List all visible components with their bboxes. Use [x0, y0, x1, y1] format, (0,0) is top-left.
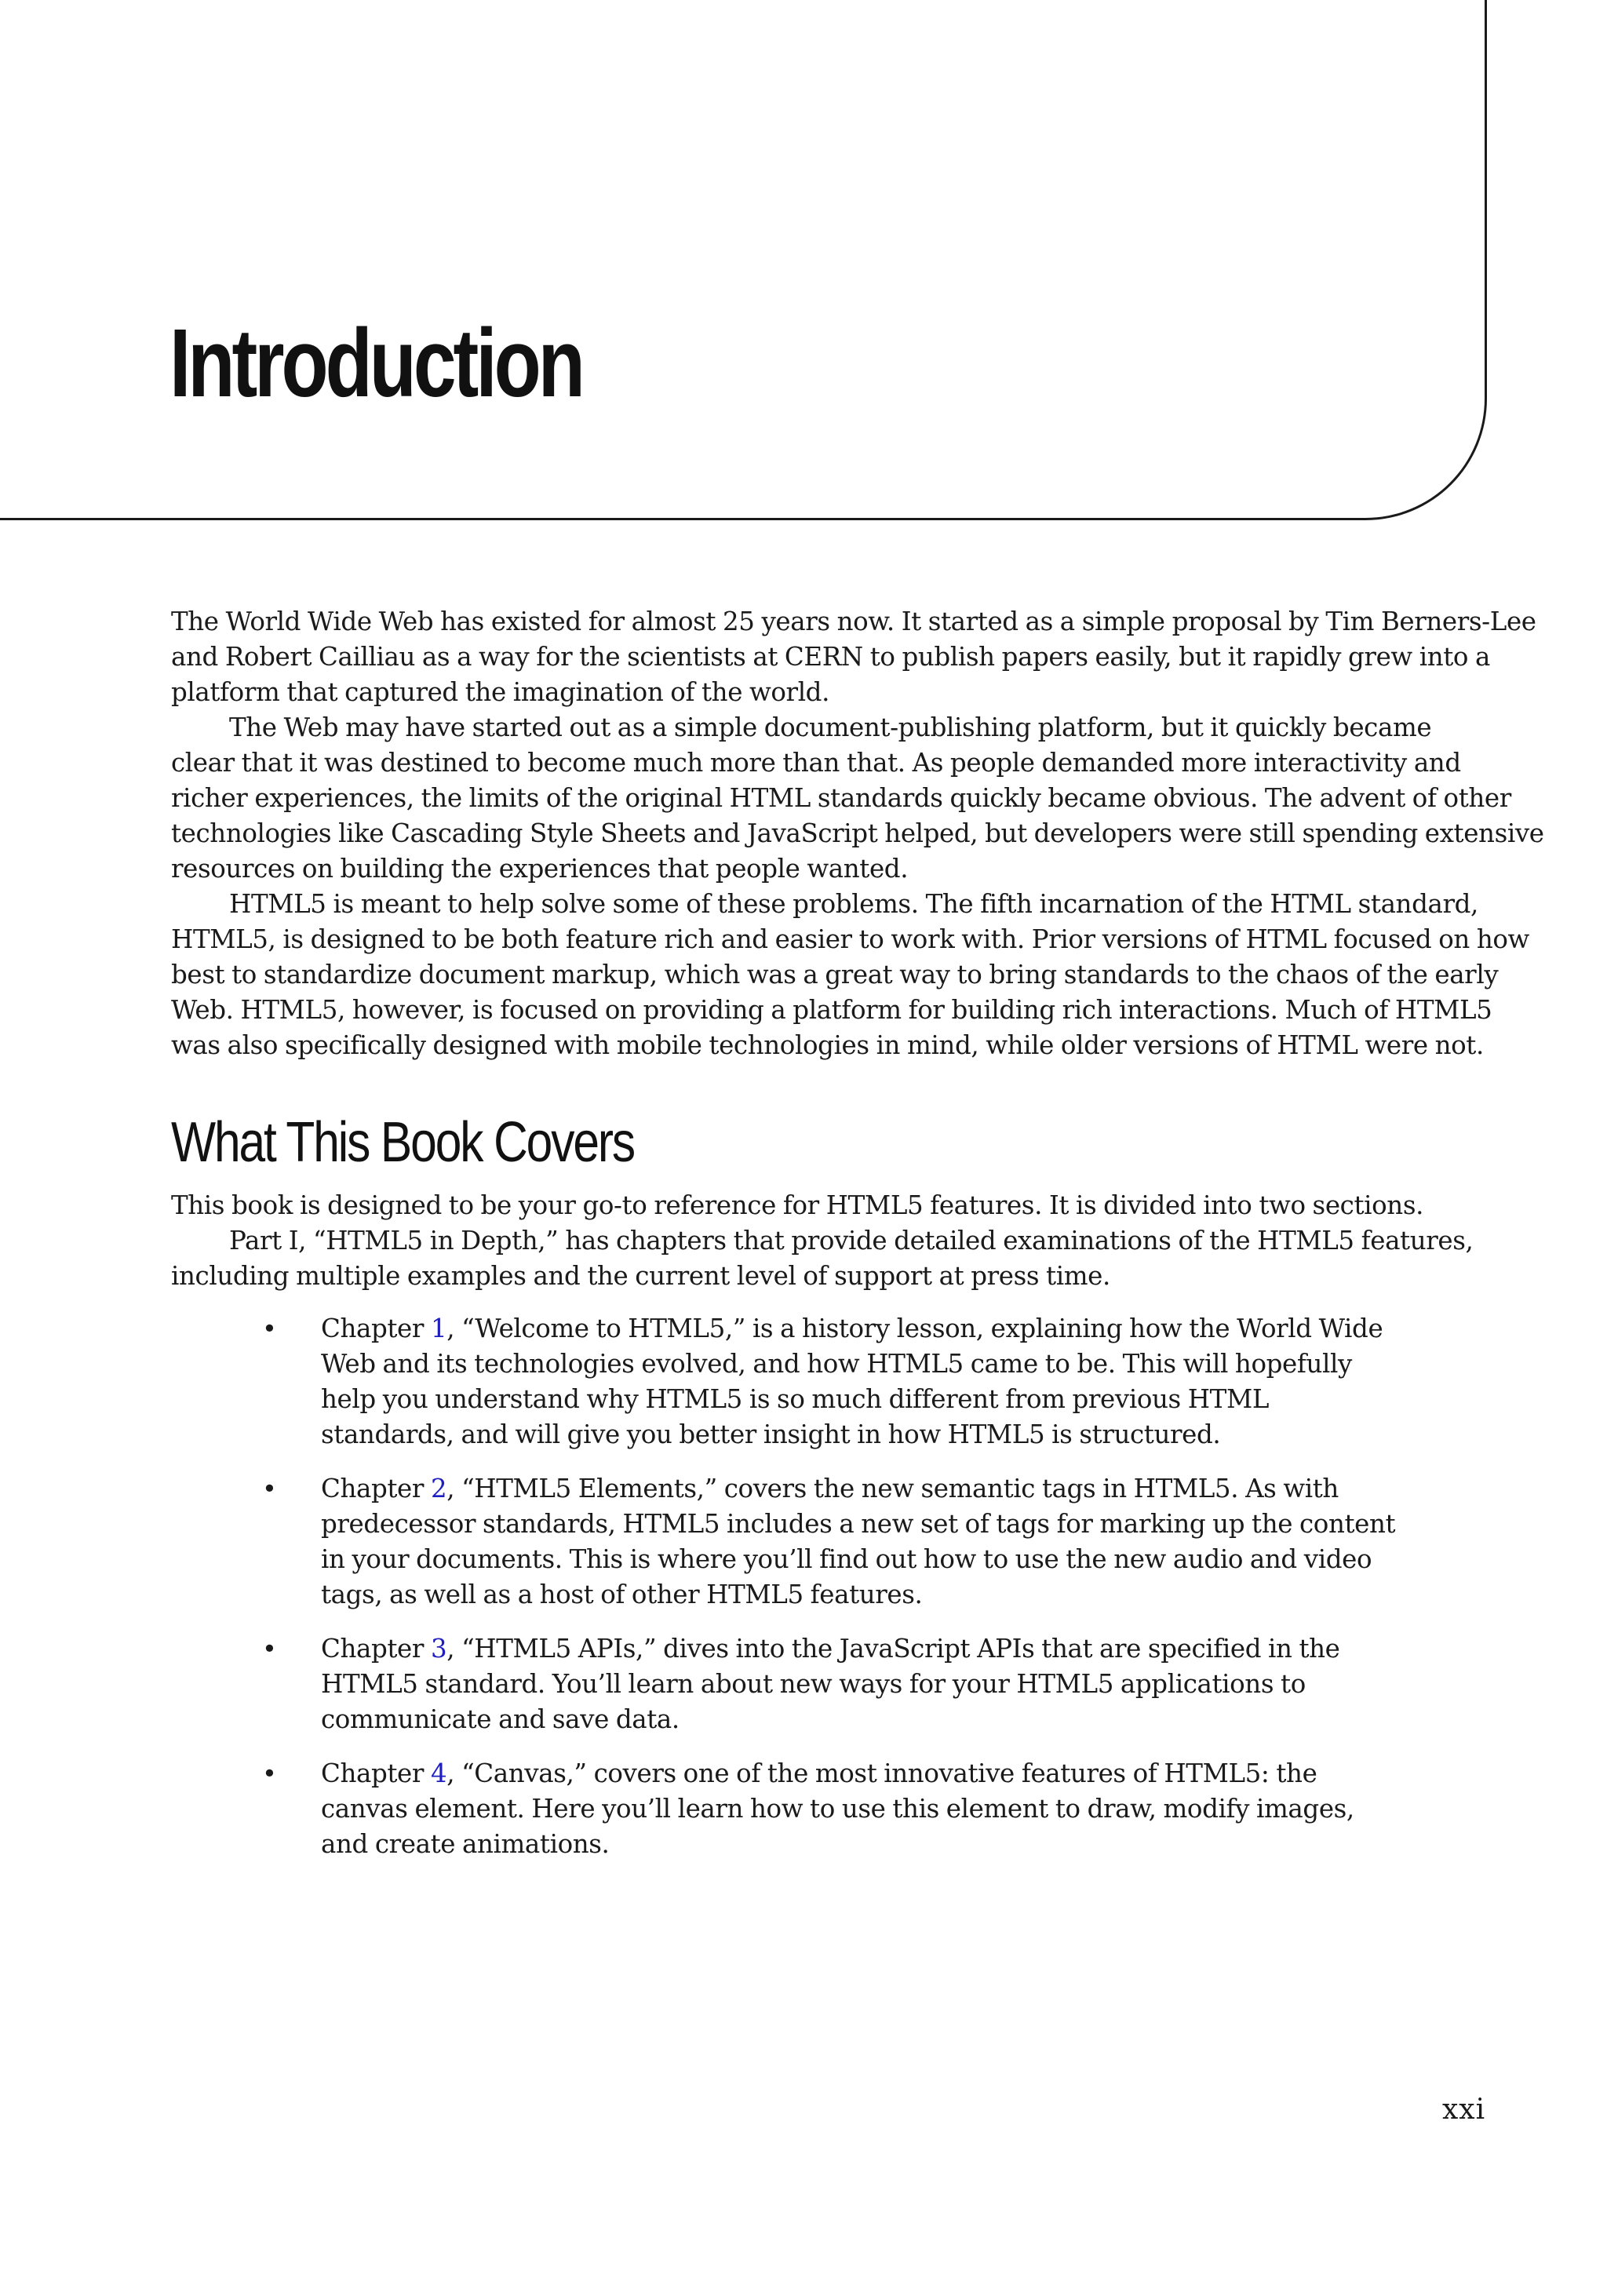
chapter-2-link[interactable]: 2	[430, 1473, 447, 1503]
book-covers-section	[171, 1188, 1489, 1862]
bullet-prefix: Chapter	[321, 1758, 431, 1788]
chapter-1-link[interactable]: 1	[430, 1313, 447, 1343]
section-paragraph-1	[171, 1188, 1489, 1223]
text-line: and Robert Cailliau as a way for the scientists at CERN to publish papers easily, but it rapidly grew into a	[171, 642, 1491, 672]
bullet-text: , “HTML5 Elements,” covers the new semantic tags in HTML5. As with	[446, 1473, 1339, 1503]
text-line: clear that it was destined to become much more than that. As people demanded more interactivity and	[171, 748, 1461, 778]
section-heading: What This Book Covers	[171, 1111, 635, 1174]
text-line: The World Wide Web has existed for almost 25 years now. It started as a simple proposal by Tim Berners-Lee	[171, 607, 1536, 636]
text-line: Part I, “HTML5 in Depth,” has chapters that provide detailed examinations of the HTML5 features,	[229, 1225, 1474, 1256]
bullet-icon: •	[262, 1473, 277, 1503]
text-line: was also specifically designed with mobile technologies in mind, while older versions of HTML were not.	[171, 1030, 1484, 1060]
section-paragraph-2	[171, 1223, 1489, 1294]
list-item	[171, 1311, 1489, 1452]
text-line: technologies like Cascading Style Sheets and JavaScript helped, but developers were still spending extensive	[171, 818, 1544, 848]
text-line: including multiple examples and the current level of support at press time.	[171, 1260, 1110, 1291]
list-item	[171, 1471, 1489, 1613]
chapter-title: Introduction	[169, 310, 582, 417]
text-line: platform that captured the imagination of the world.	[171, 677, 830, 707]
bullet-prefix: Chapter	[321, 1633, 431, 1664]
list-item	[171, 1631, 1489, 1737]
text-line: Web and its technologies evolved, and how HTML5 came to be. This will hopefully	[321, 1348, 1352, 1379]
page-number: xxi	[1442, 2094, 1486, 2126]
bullet-icon: •	[262, 1313, 277, 1343]
bullet-icon: •	[262, 1758, 277, 1788]
text-line: help you understand why HTML5 is so much different from previous HTML	[321, 1383, 1270, 1414]
bullet-prefix: Chapter	[321, 1473, 431, 1503]
text-line: canvas element. Here you’ll learn how to use this element to draw, modify images,	[321, 1793, 1354, 1824]
bullet-text: , “HTML5 APIs,” dives into the JavaScript APIs that are specified in the	[446, 1633, 1340, 1664]
intro-section	[171, 604, 1544, 1063]
chapter-list	[171, 1311, 1489, 1862]
text-line: resources on building the experiences that people wanted.	[171, 854, 909, 884]
chapter-4-link[interactable]: 4	[430, 1758, 447, 1788]
intro-paragraph-3	[171, 887, 1529, 1063]
intro-paragraph-1	[171, 604, 1536, 710]
bullet-icon: •	[262, 1633, 277, 1664]
bullet-prefix: Chapter	[321, 1313, 431, 1343]
bullet-text: , “Canvas,” covers one of the most innovative features of HTML5: the	[446, 1758, 1317, 1788]
text-line: communicate and save data.	[321, 1704, 680, 1734]
text-line: HTML5 is meant to help solve some of these problems. The fifth incarnation of the HTML standard,	[229, 889, 1478, 919]
text-line: predecessor standards, HTML5 includes a new set of tags for marking up the content	[321, 1508, 1396, 1539]
list-item	[171, 1756, 1489, 1862]
text-line: HTML5 standard. You’ll learn about new ways for your HTML5 applications to	[321, 1668, 1306, 1699]
page-content	[171, 604, 1544, 1881]
text-line: in your documents. This is where you’ll find out how to use the new audio and video	[321, 1543, 1372, 1574]
text-line: standards, and will give you better insight in how HTML5 is structured.	[321, 1419, 1221, 1449]
text-line: tags, as well as a host of other HTML5 features.	[321, 1579, 923, 1609]
text-line: The Web may have started out as a simple document-publishing platform, but it quickly became	[229, 712, 1432, 742]
text-line: Web. HTML5, however, is focused on providing a platform for building rich interactions. Much of HTML5	[171, 995, 1492, 1025]
text-line: richer experiences, the limits of the original HTML standards quickly became obvious. The advent of other	[171, 783, 1511, 813]
chapter-opener-frame	[0, 0, 1487, 520]
intro-paragraph-2	[171, 710, 1544, 887]
bullet-text: , “Welcome to HTML5,” is a history lesson, explaining how the World Wide	[446, 1313, 1383, 1343]
chapter-3-link[interactable]: 3	[430, 1633, 447, 1664]
text-line: This book is designed to be your go-to reference for HTML5 features. It is divided into two sections.	[171, 1190, 1424, 1220]
text-line: best to standardize document markup, which was a great way to bring standards to the chaos of the early	[171, 960, 1499, 989]
text-line: HTML5, is designed to be both feature rich and easier to work with. Prior versions of HTML focused on how	[171, 924, 1529, 954]
text-line: and create animations.	[321, 1828, 610, 1859]
